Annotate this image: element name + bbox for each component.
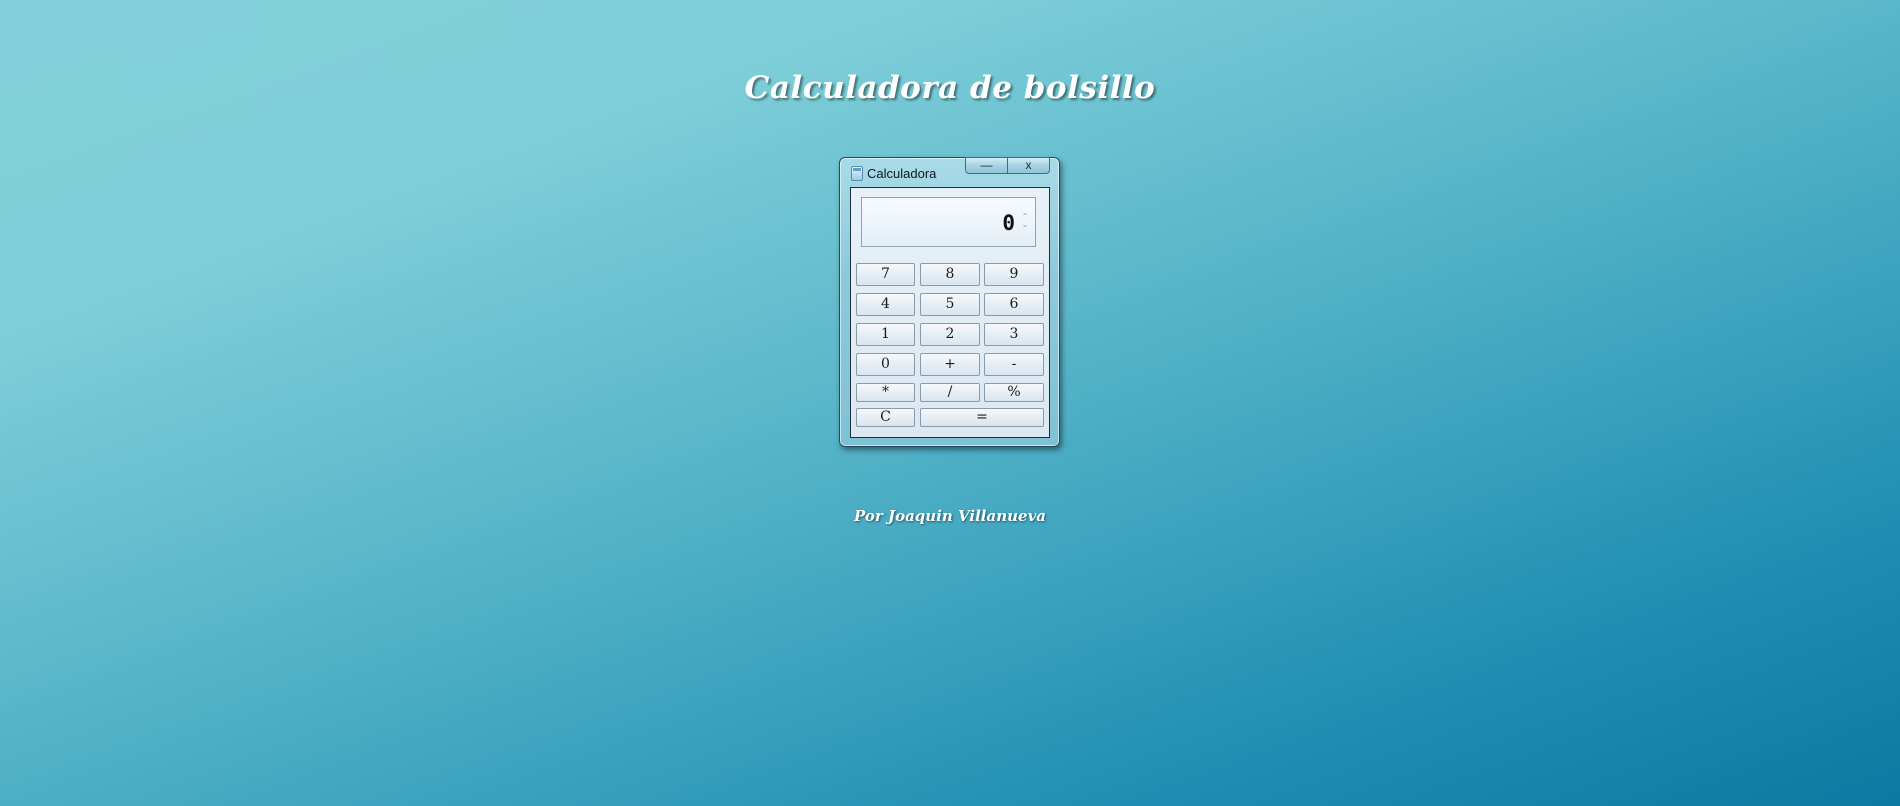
display-value: 0 [1002, 211, 1015, 235]
key-4[interactable]: 4 [856, 293, 915, 316]
calculator-icon [851, 166, 863, 181]
key-6[interactable]: 6 [984, 293, 1044, 316]
page-title: Calculadora de bolsillo [744, 70, 1156, 106]
key-minus[interactable]: - [984, 353, 1044, 376]
author-credit: Por Joaquin Villanueva [853, 507, 1047, 525]
key-clear[interactable]: C [856, 408, 915, 427]
key-multiply[interactable]: * [856, 383, 915, 402]
key-8[interactable]: 8 [920, 263, 980, 286]
key-plus[interactable]: + [920, 353, 980, 376]
key-3[interactable]: 3 [984, 323, 1044, 346]
calculator-window [839, 157, 1060, 447]
spinner-down-icon[interactable]: ⌄ [1021, 220, 1029, 229]
calculator-body [850, 187, 1050, 438]
display-field[interactable] [861, 197, 1036, 247]
key-1[interactable]: 1 [856, 323, 915, 346]
spinner-icon[interactable] [1020, 213, 1030, 230]
key-2[interactable]: 2 [920, 323, 980, 346]
key-equals[interactable]: = [920, 408, 1044, 427]
key-percent[interactable]: % [984, 383, 1044, 402]
minimize-button[interactable]: — [965, 157, 1008, 174]
window-title: Calculadora [867, 166, 937, 181]
key-5[interactable]: 5 [920, 293, 980, 316]
key-0[interactable]: 0 [856, 353, 915, 376]
key-divide[interactable]: / [920, 383, 980, 402]
spinner-up-icon[interactable]: ⌃ [1021, 212, 1029, 221]
close-button[interactable]: x [1007, 157, 1050, 174]
key-9[interactable]: 9 [984, 263, 1044, 286]
window-titlebar[interactable] [840, 158, 1059, 184]
key-7[interactable]: 7 [856, 263, 915, 286]
